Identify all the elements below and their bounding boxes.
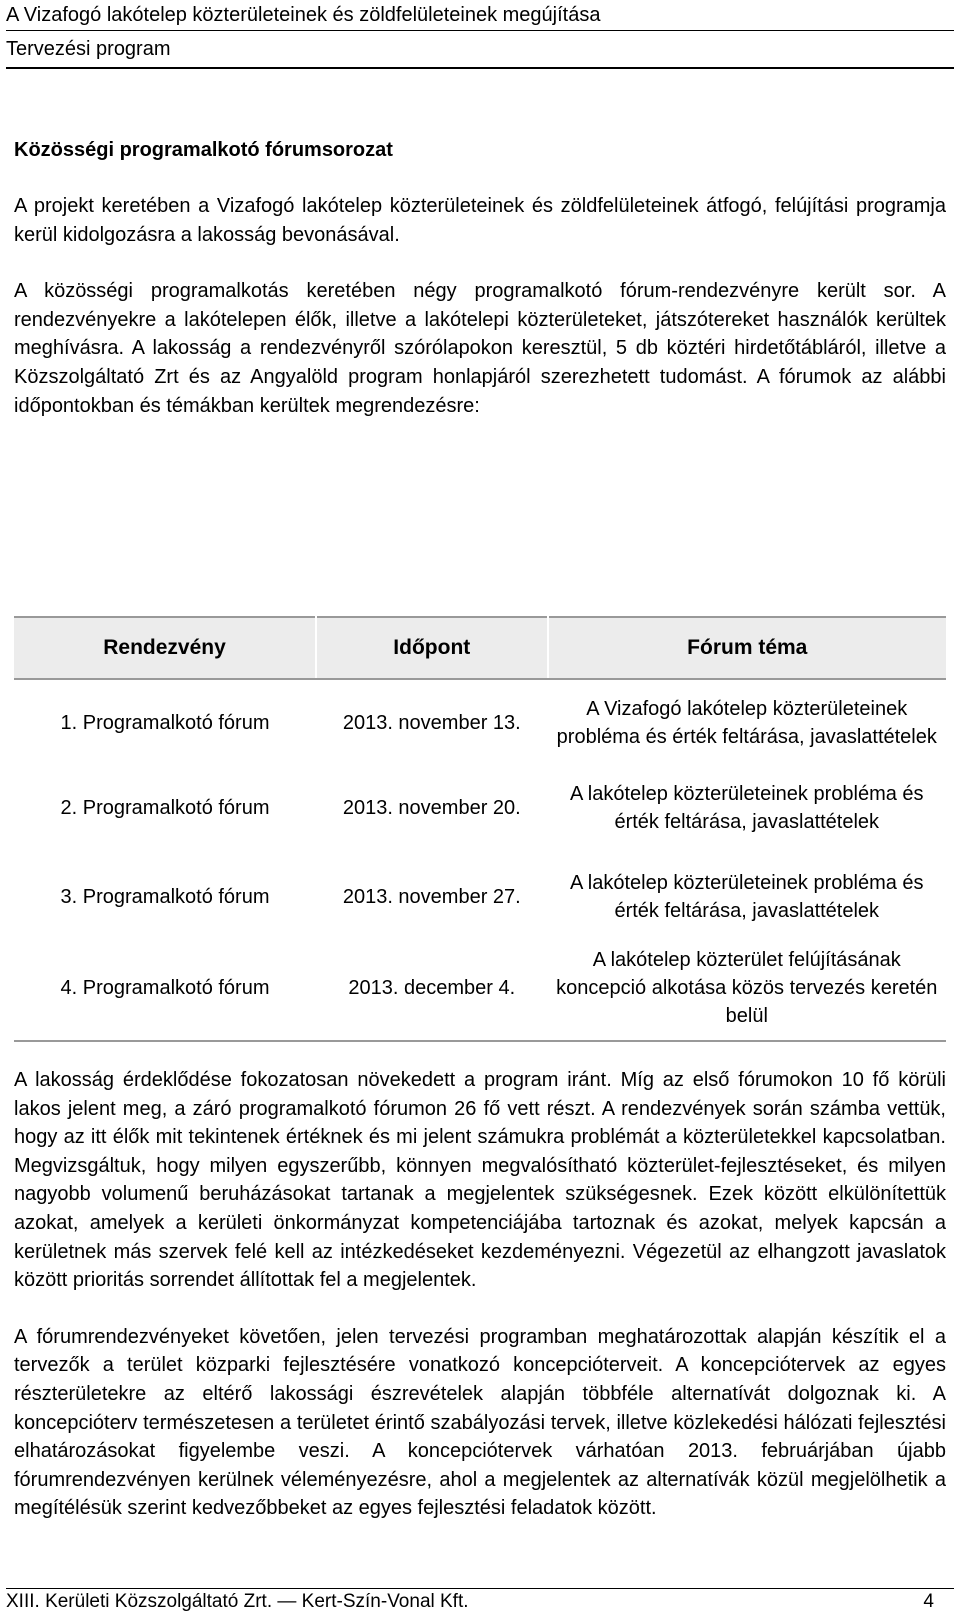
page-footer [6,1588,954,1615]
section-title: Közösségi programalkotó fórumsorozat [14,139,393,161]
table-row [14,851,946,943]
page-header [6,0,954,69]
paragraph-concept-plans: A fórumrendezvényeket követően, jelen tervezési programban meghatározottak alapján készítik el a tervezők a terület közparki fejlesztésére vonatkozó koncepcióterveit. A koncepciótervek az egyes részterületekre az eltérő lakossági észrevételek alapján többféle alternatívát dolgoznak ki. A koncepcióterv természetesen a területet érintő szabályozási tervek, illetve közlekedési hálózati fejlesztési elhatározásokat figyelembe veszi. A koncepciótervek várhatóan 2013. februárjában újabb fórumrendezvényen kerülnek véleményezésre, ahol a megjelentek az alternatívák közül megjelölhetik a megítélésük szerint kedvezőbbeket az egyes fejlesztési feladatok között. [14,1325,946,1520]
paragraph-interest: A lakosság érdeklődése fokozatosan növekedett a program iránt. Míg az első fórumokon 10 fő körüli lakos jelent meg, a záró programalkotó fórumon 26 fő vett részt. A rendezvények során számba vettük, hogy az itt élők mit tekintenek értéknek és mi jelent számukra problémát a közterületekkel kapcsolatban. Megvizsgáltuk, hogy milyen egyszerűbb, könnyen megvalósítható közterület-fejlesztéseket, és milyen nagyobb volumenű beruházásokat tartanak a megjelentek szükségesnek. Ezek között elkülönítettük azokat, amelyek a kerületi önkormányzat kompetenciájába tartoznak és azokat, melyek kapcsán a kerületnek más szervek felé kell az intézkedéseket kezdeményezni. Végezetül az elhangzott javaslatok között prioritás sorrendet állítottak fel a megjelentek. [14,1069,946,1292]
cell-date: 2013. november 20. [342,797,521,819]
cell-date: 2013. december 4. [316,943,548,1041]
cell-event: 4. Programalkotó fórum [14,943,316,1041]
cell-event: 2. Programalkotó fórum [60,797,270,819]
table-row [14,765,946,851]
table-header-row [14,617,946,679]
document-title: A Vizafogó lakótelep közterületeinek és zöldfelületeinek megújítása [6,0,954,31]
main-content [14,138,946,1520]
cell-topic: A lakótelep közterület felújításának koncepció alkotása közös tervezés keretén belül [548,943,946,1041]
paragraph-intro: A projekt keretében a Vizafogó lakótelep közterületeinek és zöldfelületeinek átfogó, felújítási programja kerül kidolgozásra a lakosság bevonásával. [14,195,946,246]
footer-organizations: XIII. Kerületi Közszolgáltató Zrt. — Kert-Szín-Vonal Kft. [6,1591,469,1612]
paragraph-forums: A közösségi programalkotás keretében négy programalkotó fórum-rendezvényre került sor. A rendezvényekre a lakótelepen élők, illetve a lakótelepi közterületeket, játszótereket használók kerültek meghívásra. A lakosság a rendezvényről szórólapokon keresztül, 5 db köztéri hirdetőtábláról, illetve a Közszolgáltató Zrt és az Angyalöld program honlapjáról szerezhetett tudomást. A fórumok az alábbi időpontokban és témákban kerültek megrendezésre: [14,280,946,417]
page-number: 4 [923,1591,934,1612]
forum-table [14,616,946,1042]
cell-topic: A lakótelep közterületeinek probléma és érték feltárása, javaslattételek [570,872,924,922]
cell-event: 1. Programalkotó fórum [60,711,270,734]
closing-section [14,1066,946,1523]
cell-date: 2013. november 13. [342,711,521,734]
table-row [14,943,946,1041]
cell-topic: A lakótelep közterületeinek probléma és érték feltárása, javaslattételek [570,783,924,833]
cell-topic: A Vizafogó lakótelep közterületeinek probléma és érték feltárása, javaslattételek [556,697,937,748]
cell-event: 3. Programalkotó fórum [60,886,270,908]
column-header-date: Időpont [316,617,548,679]
table-row [14,679,946,765]
column-header-event: Rendezvény [14,617,316,679]
column-header-topic: Fórum téma [548,617,946,679]
cell-date: 2013. november 27. [342,886,521,908]
document-subtitle: Tervezési program [6,31,954,69]
